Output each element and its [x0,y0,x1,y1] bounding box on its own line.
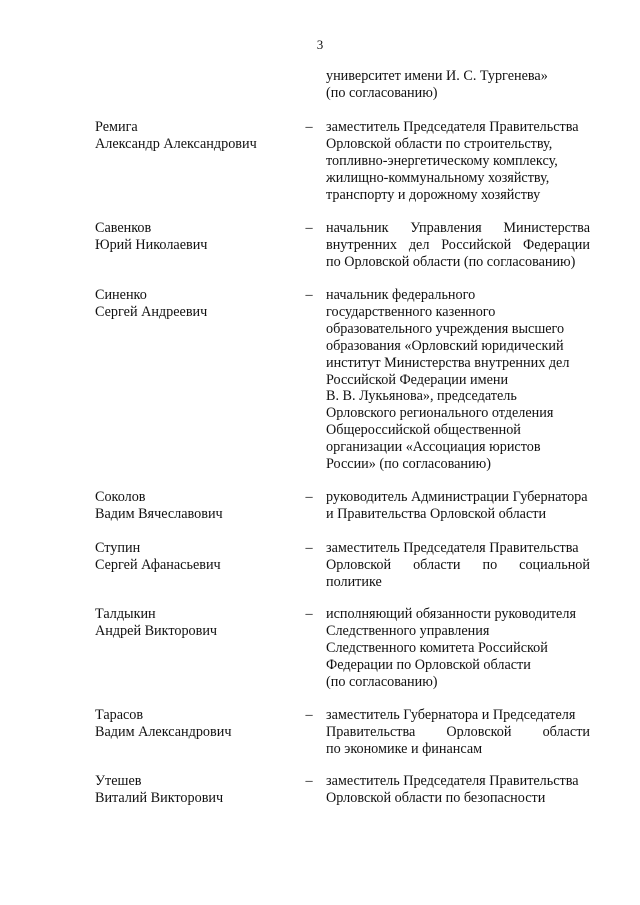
page-number: 3 [316,37,324,52]
role-line: начальник федерального [326,287,476,303]
dash-separator: – [305,606,313,622]
member-surname: Ремига [95,119,138,135]
role-line: внутренних дел Российской Федерации [326,236,590,253]
role-line: Орловского регионального отделения [326,405,554,422]
member-name [95,220,295,254]
role-line: России» (по согласованию) [326,456,491,473]
member-given-names: Юрий Николаевич [95,236,208,253]
role-line: образовательного учреждения высшего [326,320,565,337]
role-line: транспорту и дорожному хозяйству [326,186,541,203]
member-surname: Савенков [95,220,152,236]
member-given-names: Вадим Вячеславович [95,505,223,522]
member-position [326,606,590,691]
role-line: заместитель Председателя Правительства [326,540,579,556]
role-line: по Орловской области (по согласованию) [326,253,576,270]
dash-separator: – [305,119,313,135]
role-line: организации «Ассоциация юристов [326,439,541,456]
member-surname: Соколов [95,489,146,505]
dash-separator: – [305,773,313,789]
member-given-names: Вадим Александрович [95,723,232,740]
role-line: по экономике и финансам [326,740,483,757]
role-line: и Правительства Орловской области [326,505,547,522]
dash-separator: – [305,489,313,505]
role-line: (по согласованию) [326,84,438,101]
role-line: Федерации по Орловской области [326,656,531,673]
member-position [326,540,590,591]
role-line: Правительства Орловской области [326,723,590,740]
role-line: Орловской области по социальной [326,556,590,573]
member-name [95,606,295,640]
role-line: Общероссийской общественной [326,422,521,439]
role-line: исполняющий обязанности руководителя [326,606,576,622]
member-name [95,773,295,807]
role-line: институт Министерства внутренних дел [326,354,570,371]
role-line: руководитель Администрации Губернатора [326,489,588,505]
member-name [95,540,295,574]
role-line: Российской Федерации имени [326,371,509,388]
role-line: заместитель Председателя Правительства [326,119,579,135]
dash-separator: – [305,707,313,723]
member-name [95,489,295,523]
role-line: Следственного управления [326,622,490,639]
member-given-names: Виталий Викторович [95,789,224,806]
continuation-text [326,68,590,102]
member-position [326,489,590,523]
member-name [95,119,295,153]
dash-separator: – [305,540,313,556]
member-position [326,287,590,473]
member-surname: Тарасов [95,707,144,723]
dash-separator: – [305,220,313,236]
role-line: начальник Управления Министерства [326,220,590,236]
member-given-names: Сергей Андреевич [95,303,208,320]
member-surname: Ступин [95,540,141,556]
member-surname: Синенко [95,287,147,303]
role-line: топливно-энергетическому комплексу, [326,152,558,169]
dash-separator: – [305,287,313,303]
member-name [95,287,295,321]
role-line: политике [326,573,382,590]
member-name [95,707,295,741]
role-line: образования «Орловский юридический [326,337,564,354]
role-line: Орловской области по строительству, [326,135,553,152]
member-given-names: Сергей Афанасьевич [95,556,221,573]
role-line: (по согласованию) [326,673,438,690]
role-line: государственного казенного [326,303,496,320]
member-position [326,119,590,204]
member-surname: Утешев [95,773,142,789]
role-line: Следственного комитета Российской [326,639,548,656]
role-line: университет имени И. С. Тургенева» [326,68,548,84]
member-given-names: Андрей Викторович [95,622,218,639]
member-position [326,220,590,271]
member-given-names: Александр Александрович [95,135,257,152]
role-line: жилищно-коммунальному хозяйству, [326,169,550,186]
member-position [326,707,590,758]
role-line: Орловской области по безопасности [326,789,546,806]
member-position [326,773,590,807]
role-line: заместитель Председателя Правительства [326,773,579,789]
role-line: заместитель Губернатора и Председателя [326,707,576,723]
role-line: В. В. Лукьянова», председатель [326,388,517,405]
member-surname: Талдыкин [95,606,156,622]
